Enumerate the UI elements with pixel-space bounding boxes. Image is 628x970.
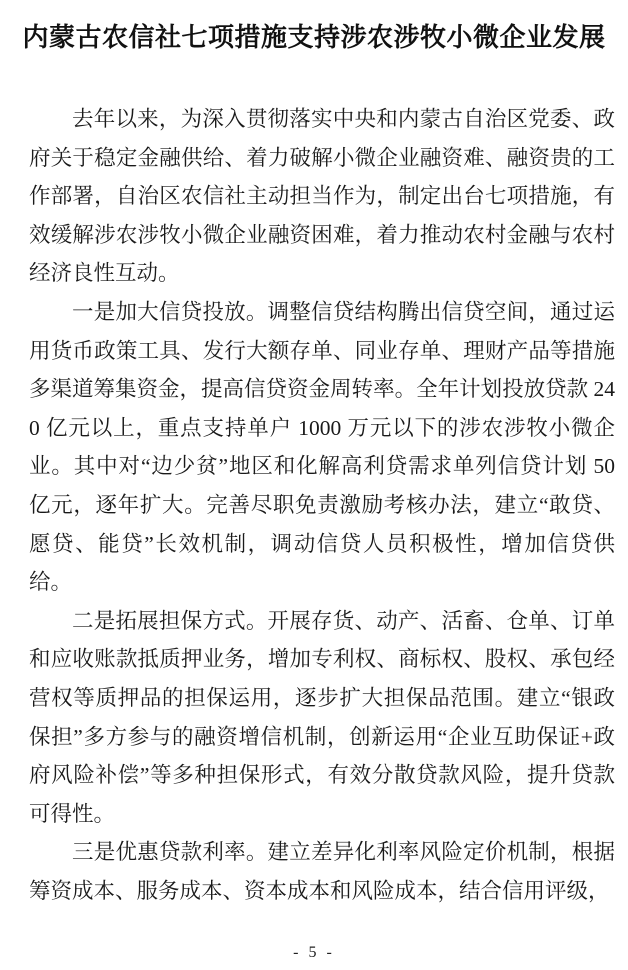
paragraph-measure-1-credit: 一是加大信贷投放。调整信贷结构腾出信贷空间，通过运用货币政策工具、发行大额存单、同业存单、理财产品等措施多渠道筹集资金，提高信贷资金周转率。全年计划投放贷款 240 亿元以上，重点支持单户 1000 万元以下的涉农涉牧小微企业。其中对“边少贫”地区和化解高利贷需求单列信贷计划 50 亿元，逐年扩大。完善尽职免责激励考核办法，建立“敢贷、愿贷、能贷”长效机制，调动信贷人员积极性，增加信贷供给。 bbox=[29, 299, 615, 595]
page-number: - 5 - bbox=[293, 944, 335, 961]
document-body bbox=[0, 100, 628, 910]
document-title: 内蒙古农信社七项措施支持涉农涉牧小微企业发展 bbox=[22, 23, 606, 52]
paragraph-intro: 去年以来，为深入贯彻落实中央和内蒙古自治区党委、政府关于稳定金融供给、着力破解小微企业融资难、融资贵的工作部署，自治区农信社主动担当作为，制定出台七项措施，有效缓解涉农涉牧小微企业融资困难，着力推动农村金融与农村经济良性互动。 bbox=[29, 107, 615, 286]
paragraph-measure-3-rates: 三是优惠贷款利率。建立差异化利率风险定价机制，根据筹资成本、服务成本、资本成本和风险成本，结合信用评级， bbox=[29, 840, 615, 903]
paragraph-measure-2-guarantee: 二是拓展担保方式。开展存货、动产、活畜、仓单、订单和应收账款抵质押业务，增加专利权、商标权、股权、承包经营权等质押品的担保运用，逐步扩大担保品范围。建立“银政保担”多方参与的融资增信机制，创新运用“企业互助保证+政府风险补偿”等多种担保形式，有效分散贷款风险，提升贷款可得性。 bbox=[29, 608, 615, 826]
